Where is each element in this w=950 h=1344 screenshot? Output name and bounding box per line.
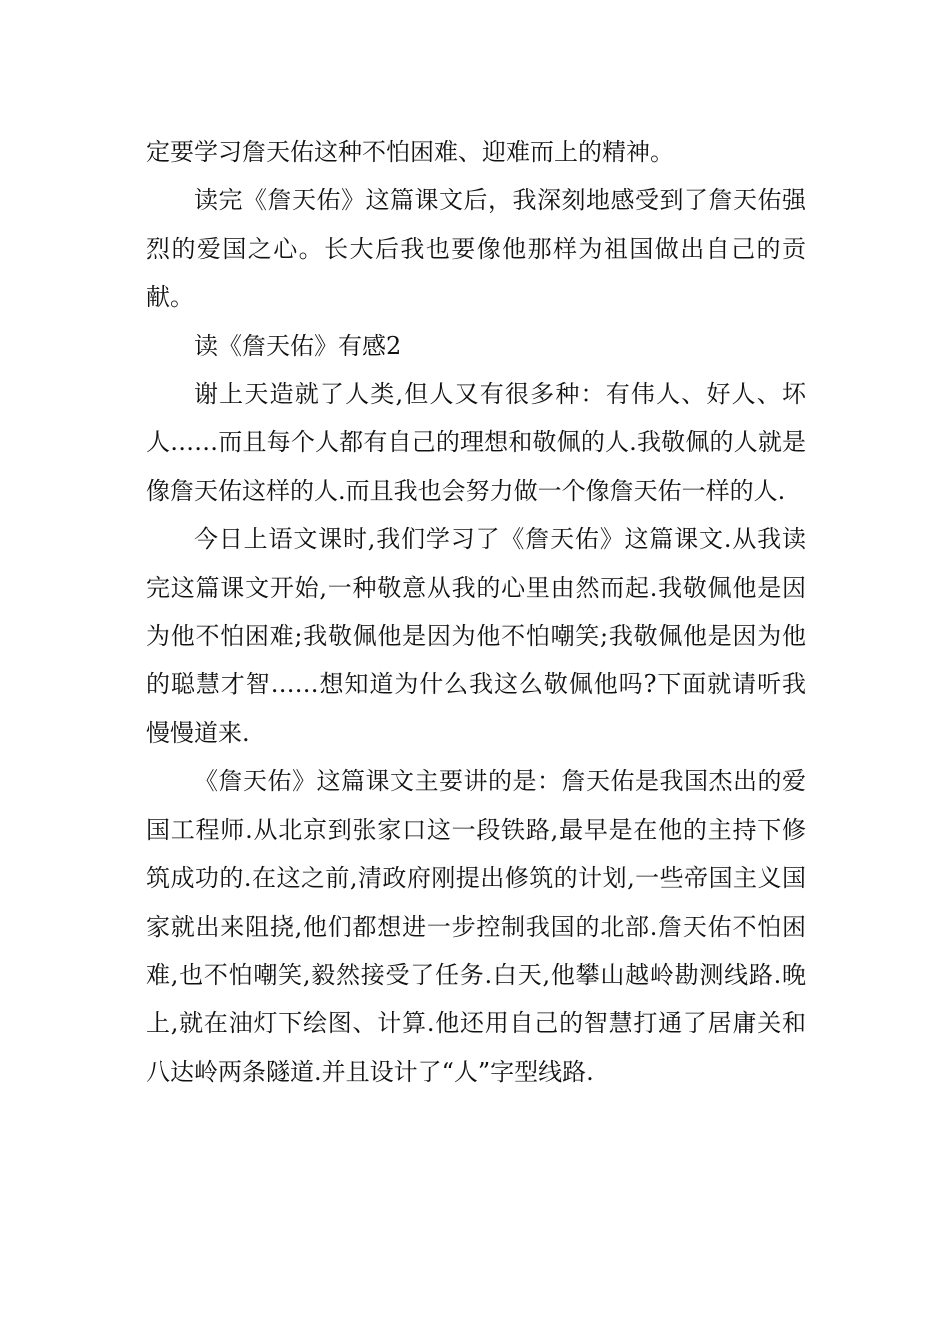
paragraph-reflection: 读完《詹天佑》这篇课文后，我深刻地感受到了詹天佑强烈的爱国之心。长大后我也要像他那样为祖国做出自己的贡献。 — [146, 186, 806, 312]
paragraph-lesson: 今日上语文课时,我们学习了《詹天佑》这篇课文.从我读完这篇课文开始,一种敬意从我的心里由然而起.我敬佩他是因为他不怕困难;我敬佩他是因为他不怕嘲笑;我敬佩他是因为他的聪慧才智……想知道为什么我这么敬佩他吗?下面就请听我慢慢道来. — [146, 525, 806, 747]
paragraph-continuation: 定要学习詹天佑这种不怕困难、迎难而上的精神。 — [146, 138, 674, 166]
document-body — [146, 128, 806, 1096]
section-heading: 读《詹天佑》有感2 — [194, 331, 402, 360]
paragraph-summary: 《詹天佑》这篇课文主要讲的是：詹天佑是我国杰出的爱国工程师.从北京到张家口这一段铁路,最早是在他的主持下修筑成功的.在这之前,清政府刚提出修筑的计划,一些帝国主义国家就出来阻挠,他们都想进一步控制我国的北部.詹天佑不怕困难,也不怕嘲笑,毅然接受了任务.白天,他攀山越岭勘测线路.晚上,就在油灯下绘图、计算.他还用自己的智慧打通了居庸关和八达岭两条隧道.并且设计了“人”字型线路. — [146, 767, 806, 1086]
paragraph-intro: 谢上天造就了人类,但人又有很多种：有伟人、好人、坏人……而且每个人都有自己的理想和敬佩的人.我敬佩的人就是像詹天佑这样的人.而且我也会努力做一个像詹天佑一样的人. — [146, 380, 806, 505]
